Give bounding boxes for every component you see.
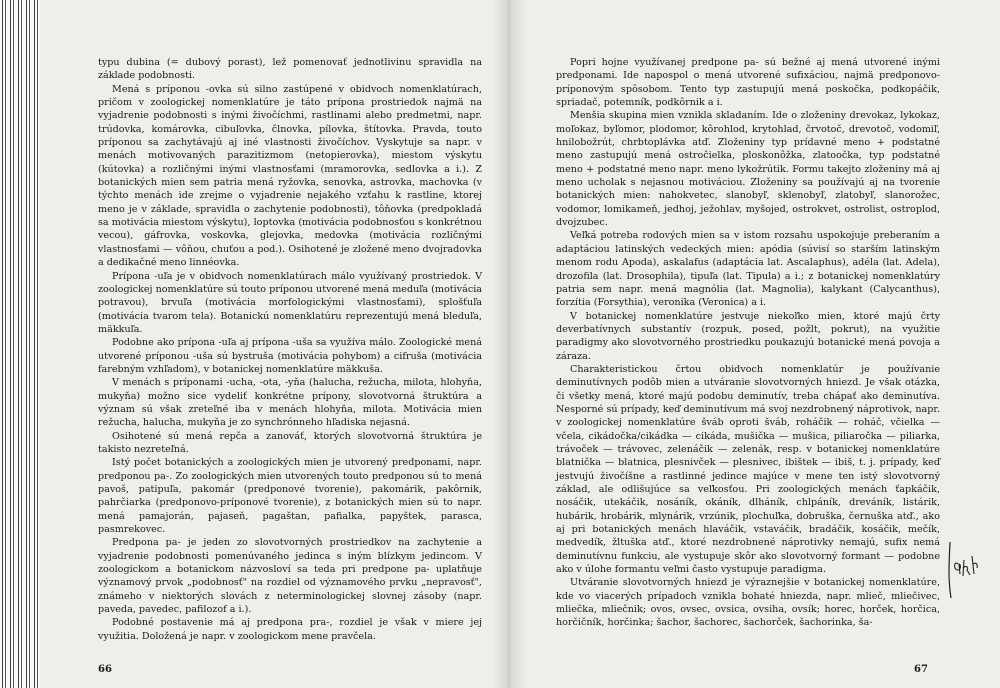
paragraph: Mená s príponou -ovka sú silno zastúpené v obidvoch nomenklatúrach, pričom v zoologickej nomenklatúre je táto prípona prostriedok najmä na vyjadrenie podobnosti s inými živočíchmi, rastlinami alebo predmetmi, napr. trúdovka, komárovka, cibuľovka, člnovka, pílovka, štítovka. Pravda, touto príponou sa zachytávajú aj iné vlastnosti živočíchov. Vyskytuje sa napr. v menách motivovaných parazitizmom (netopierovka), miestom výskytu (kútovka) a rozličnými inými vlastnosťami (mramorovka, sedlovka a i.). Z botanických mien sem patria mená ryžovka, senovka, astrovka, machovka (v týchto menách ide zrejme o vyjadrenie nejakého vzťahu k rastline, ktorej meno je v základe, spravidla o zachytenie podobnosti), tôňovka (predpokladá sa motivácia miestom výskytu), loptovka (motivácia podobnosťou s konkrétnou vecou), gáfrovka, voskovka, glejovka, medovka (motivácia rozličnými vlastnosťami — vôňou, chuťou a pod.). Osihotené je zložené meno dvojradovka a dedikačné meno linnéovka. bbox=[98, 83, 482, 269]
paragraph: V botanickej nomenklatúre jestvuje niekoľko mien, ktoré majú črty deverbatívnych substantív (rozpuk, posed, požlt, pokrut), na využitie paradigmy ako slovotvorného prostriedku poukazujú botanické mená povoja a záraza. bbox=[556, 310, 940, 362]
paragraph: Charakteristickou črtou obidvoch nomenklatúr je používanie deminutívnych podôb mien a utváranie slovotvorných hniezd. Je však otázka, či všetky mená, ktoré majú podobu deminutív, treba chápať ako deminutíva. Nesporné sú prípady, keď deminutívum má svoj nezdrobnený náprotivok, napr. v zoologickej nomenklatúre šváb oproti šváb, roháčik — roháč, včielka — včela, cikádočka/cikádka — cikáda, mušička — mušica, piliaročka — piliarka, trávoček — trávovec, zelenáčik — zelenák, resp. v botanickej nomenklatúre blatnička — blatnica, plesnivček — plesnivec, ibištek — ibiš, t. j. prípady, keď jestvujú živočíšne a rastlinné jedince majúce v mene ten istý slovotvorný základ, ale odlišujúce sa veľkosťou. Pri zoologických menách ťapkáčik, nosáčik, utekáčik, nosáník, okáník, dlháník, chlpáník, dreváník, listárik, hubárik, hrobárik, mlynárik, vrzúnik, plochuľka, dobruška, černuška atď., ako aj pri botanických menách hlaváčik, vstaváčik, bradáčik, kosáčik, mečík, medvedík, žltuška atď., ktoré nezdrobnené náprotivky nemajú, sufix nemá deminutívnu funkciu, ale vystupuje skôr ako slovotvorný formant — podobne ako v úlohe formantu veľmi často vystupuje paradigma. bbox=[556, 363, 940, 576]
paragraph: Menšia skupina mien vznikla skladaním. Ide o zloženiny drevokaz, lykokaz, moľokaz, byľomor, plodomor, kôrohlod, krytohlad, črvotoč, drevotoč, vodomiľ, hnilobožrút, chrbtoplávka atď. Zloženiny typ prídavné meno + podstatné meno zastupujú mená ostročielka, ploskonôžka, zlatoočka, typ podstatné meno + podstatné meno napr. meno lykožrútik. Formu takejto zloženiny má aj meno ucholak s nejasnou motiváciou. Zloženiny sa používajú aj na tvorenie botanických mien: nahokvetec, slanobyľ, sklenobyľ, zlatobyľ, slanorožec, vodomor, lomikameň, jedhoj, ježohlav, myšojed, ostrokvet, ostrolist, ostroplod, dvojzubec. bbox=[556, 110, 940, 229]
paragraph: Podobne ako prípona -uľa aj prípona -uša sa využíva málo. Zoologické mená utvorené príponou -uša sú bystruša (motivácia pohybom) a cifruša (motivácia farebným vzhľadom), v botanickej nomenklatúre mäkkuša. bbox=[98, 337, 482, 375]
paragraph: Popri hojne využívanej predpone pa- sú bežné aj mená utvorené inými predponami. Ide napospol o mená utvorené sufixáciou, najmä predponovo-príponovým spôsobom. Tento typ zastupujú mená poskočka, podkopáčik, spriadač, potemník, podkôrnik a i. bbox=[556, 57, 940, 109]
paragraph: Prípona -uľa je v obidvoch nomenklatúrach málo využívaný prostriedok. V zoologickej nomenklatúre sú touto príponou utvorené mená meduľa (motivácia potravou), brvuľa (motivácia morfologickými vlastnosťami), splošťuľa (motivácia tvarom tela). Botanickú nomenklatúru reprezentujú mená bleduľa, mäkkuľa. bbox=[98, 270, 482, 335]
handwritten-margin-note bbox=[944, 534, 984, 604]
right-page bbox=[556, 56, 940, 630]
paragraph: Utváranie slovotvorných hniezd je výraznejšie v botanickej nomenklatúre, kde vo viacerých prípadoch vznikla bohaté hniezda, napr. mlieč, mliečivec, mliečka, mliečnik; ovos, ovsec, ovsica, ovsiha, ovsík; horec, horček, horčica, horčičník, horčinka; šachor, šachorec, šachorček, šachorinka, ša- bbox=[556, 577, 940, 629]
page-gutter bbox=[492, 0, 526, 688]
binding-edge bbox=[0, 0, 40, 688]
paragraph: Veľká potreba rodových mien sa v istom rozsahu uspokojuje preberaním a adaptáciou latinských vedeckých mien: apódia (súvisí so starším latinským menom rodu Apoda), askalafus (adaptácia lat. Ascalaphus), adéla (lat. Adela), drozofila (lat. Drosophila), tipuľa (lat. Tipula) a i.; z botanickej nomenklatúry patria sem napr. mená magnólia (lat. Magnolia), kalykant (Calycanthus), forzítia (Forsythia), veronika (Veronica) a i. bbox=[556, 230, 940, 309]
page-number-left: 66 bbox=[98, 664, 112, 675]
handwriting-scribble-icon bbox=[944, 534, 984, 604]
paragraph: typu dubina (= dubový porast), lež pomenovať jednotlivinu spravidla na základe podobnosti. bbox=[98, 57, 482, 82]
paragraph: Osihotené sú mená repča a zanováť, ktorých slovotvorná štruktúra je takisto nezreteľná. bbox=[98, 430, 482, 455]
paragraph: Predpona pa- je jeden zo slovotvorných prostriedkov na zachytenie a vyjadrenie podobnosti pomenúvaného jedinca s iným blízkym jedincom. V zoologickom a botanickom názvosloví sa teda pri predpone pa- uplatňuje významový prvok „podobnosť" na rozdiel od významového prvku „nepravosť", známeho v niektorých slovách z neterminologickej slovnej zásoby (napr. paveda, pavedec, pafilozof a i.). bbox=[98, 537, 482, 616]
page-number-right: 67 bbox=[914, 664, 928, 675]
paragraph: V menách s príponami -ucha, -ota, -yňa (halucha, režucha, milota, hlohyňa, mukyňa) možno sice vydeliť konkrétne prípony, slovotvorná štruktúra a význam sú však zreteľné iba v menách hlohyňa, milota. Motivácia mien režucha, halucha, mukyňa je zo synchrónneho hľadiska nejasná. bbox=[98, 377, 482, 429]
left-page bbox=[98, 56, 482, 643]
paragraph: Podobné postavenie má aj predpona pra-, rozdiel je však v miere jej využitia. Doložená je napr. v zoologickom mene pravčela. bbox=[98, 617, 482, 642]
paragraph: Istý počet botanických a zoologických mien je utvorený predponami, napr. predponou pa-. Zo zoologických mien utvorených touto predponou sú to mená pavoš, patipuľa, pakomár (predponové tvorenie), pakomárik, pakôrnik, pahrčiarka (predponovo-príponové tvorenie), z botanických mien sú to napr. mená pamajorán, pajaseň, pagaštan, pafialka, papyštek, parasca, pasmrekovec. bbox=[98, 457, 482, 536]
